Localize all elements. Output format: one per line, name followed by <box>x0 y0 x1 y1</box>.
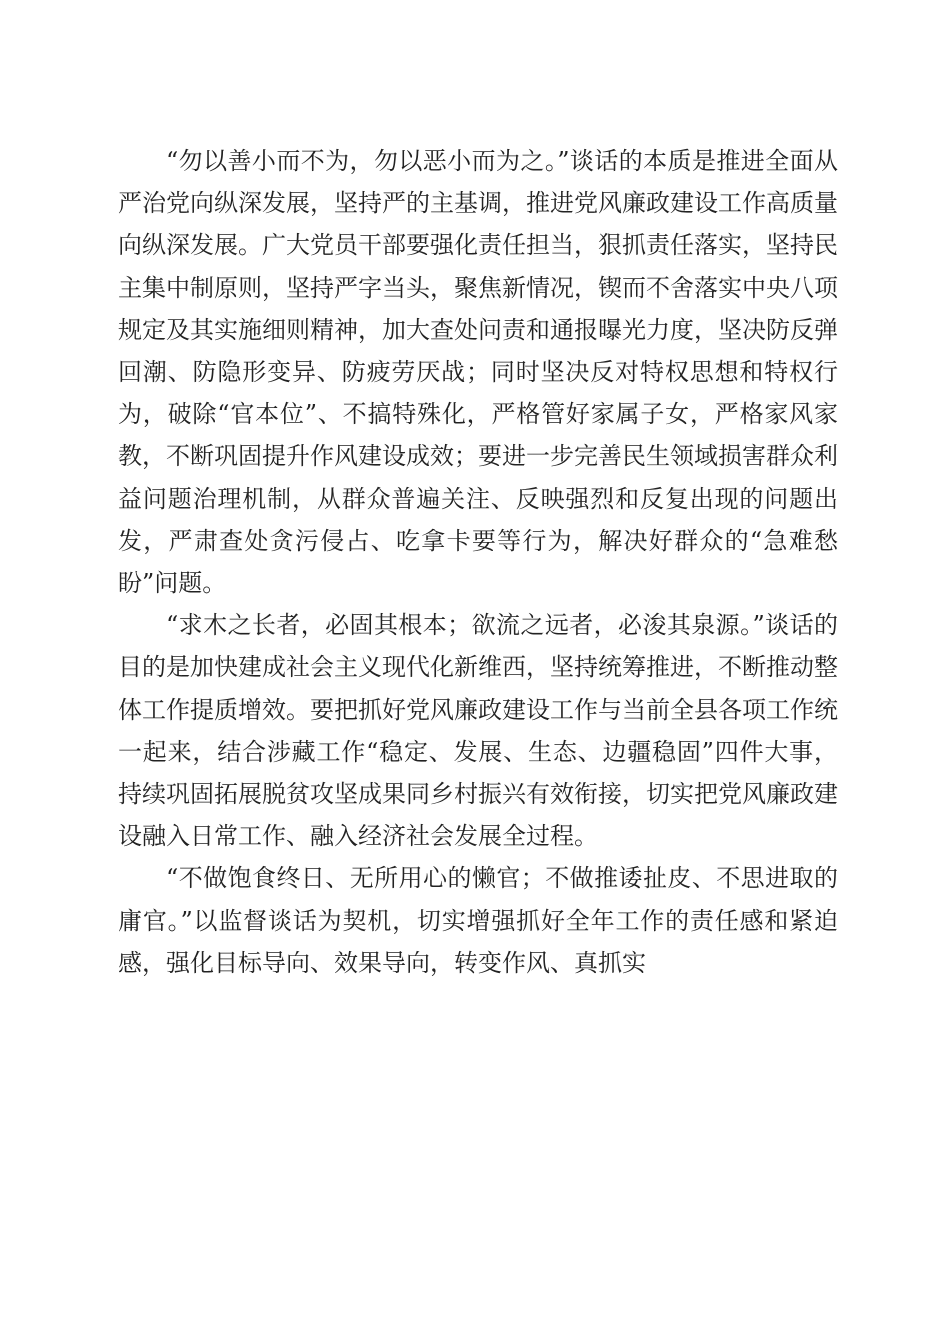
document-body <box>118 140 838 984</box>
paragraph-3: “不做饱食终日、无所用心的懒官；不做推诿扯皮、不思进取的庸官。”以监督谈话为契机，切实增强抓好全年工作的责任感和紧迫感，强化目标导向、效果导向，转变作风、真抓实 <box>118 864 838 977</box>
paragraph-1: “勿以善小而不为，勿以恶小而为之。”谈话的本质是推进全面从严治党向纵深发展，坚持严的主基调，推进党风廉政建设工作高质量向纵深发展。广大党员干部要强化责任担当，狠抓责任落实，坚持民主集中制原则，坚持严字当头，聚焦新情况，锲而不舍落实中央八项规定及其实施细则精神，加大查处问责和通报曝光力度，坚决防反弹回潮、防隐形变异、防疲劳厌战；同时坚决反对特权思想和特权行为，破除“官本位”、不搞特殊化，严格管好家属子女，严格家风家教，不断巩固提升作风建设成效；要进一步完善民生领域损害群众利益问题治理机制，从群众普遍关注、反映强烈和反复出现的问题出发，严肃查处贪污侵占、吃拿卡要等行为，解决好群众的“急难愁盼”问题。 <box>118 147 838 598</box>
paragraph-2: “求木之长者，必固其根本；欲流之远者，必浚其泉源。”谈话的目的是加快建成社会主义现代化新维西，坚持统筹推进，不断推动整体工作提质增效。要把抓好党风廉政建设工作与当前全县各项工作统一起来，结合涉藏工作“稳定、发展、生态、边疆稳固”四件大事，持续巩固拓展脱贫攻坚成果同乡村振兴有效衔接，切实把党风廉政建设融入日常工作、融入经济社会发展全过程。 <box>118 611 838 851</box>
